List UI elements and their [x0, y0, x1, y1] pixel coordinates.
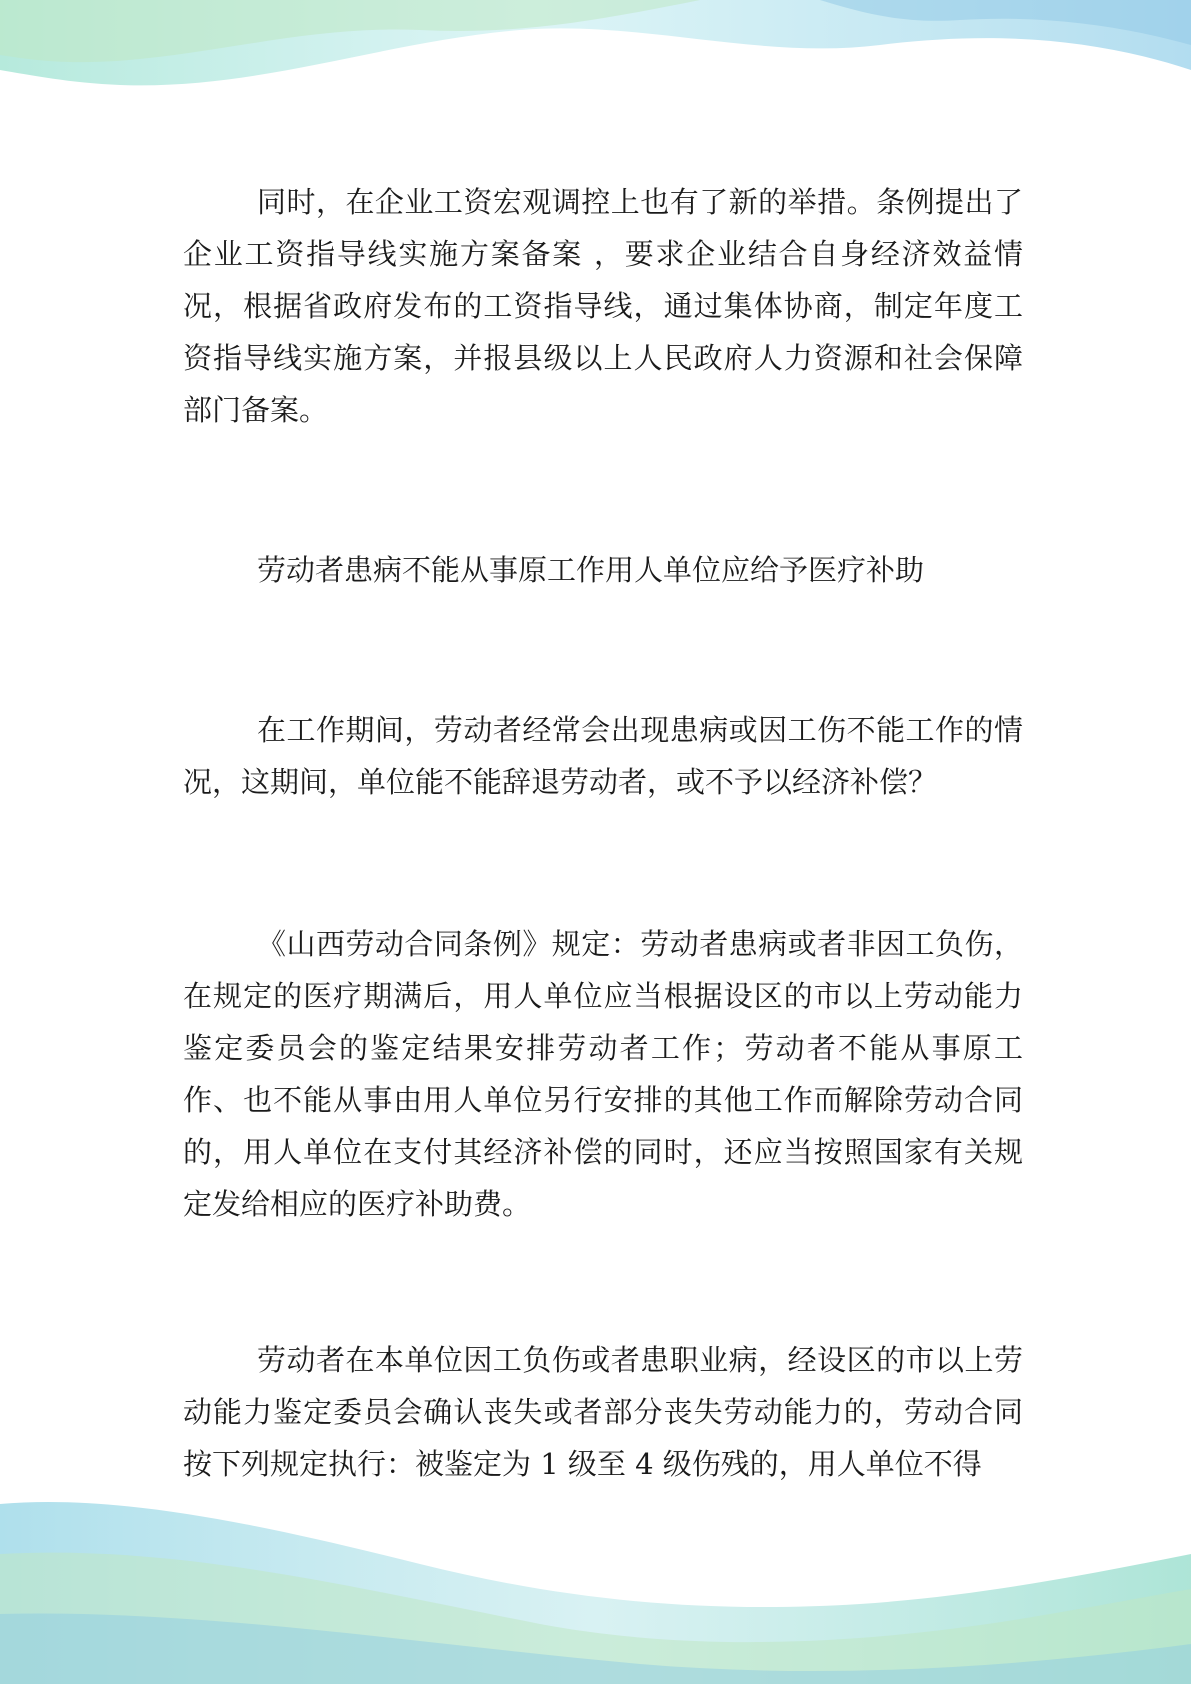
top-decorative-wave	[0, 0, 1191, 110]
bottom-decorative-wave	[0, 1494, 1191, 1684]
section-heading-medical-subsidy: 劳动者患病不能从事原工作用人单位应给予医疗补助	[257, 553, 925, 587]
paragraph-work-injury: 劳动者在本单位因工负伤或者患职业病，经设区的市以上劳动能力鉴定委员会确认丧失或者部分丧失劳动能力的，劳动合同按下列规定执行：被鉴定为 1 级至 4 级伤残的，用人单位不得	[183, 1343, 1023, 1481]
document-body	[183, 176, 1023, 1490]
paragraph-wage-guideline: 同时，在企业工资宏观调控上也有了新的举措。条例提出了 企业工资指导线实施方案备案 ，要求企业结合自身经济效益情况，根据省政府发布的工资指导线，通过集体协商，制定年度工资指导线实施方案，并报县级以上人民政府人力资源和社会保障部门备案。	[183, 185, 1023, 427]
paragraph-shanxi-regulation: 《山西劳动合同条例》规定：劳动者患病或者非因工负伤，在规定的医疗期满后，用人单位应当根据设区的市以上劳动能力鉴定委员会的鉴定结果安排劳动者工作；劳动者不能从事原工作、也不能从事由用人单位另行安排的其他工作而解除劳动合同的，用人单位在支付其经济补偿的同时，还应当按照国家有关规定发给相应的医疗补助费。	[183, 927, 1023, 1221]
paragraph-illness-question: 在工作期间，劳动者经常会出现患病或因工伤不能工作的情况，这期间，单位能不能辞退劳动者，或不予以经济补偿？	[183, 713, 1023, 799]
